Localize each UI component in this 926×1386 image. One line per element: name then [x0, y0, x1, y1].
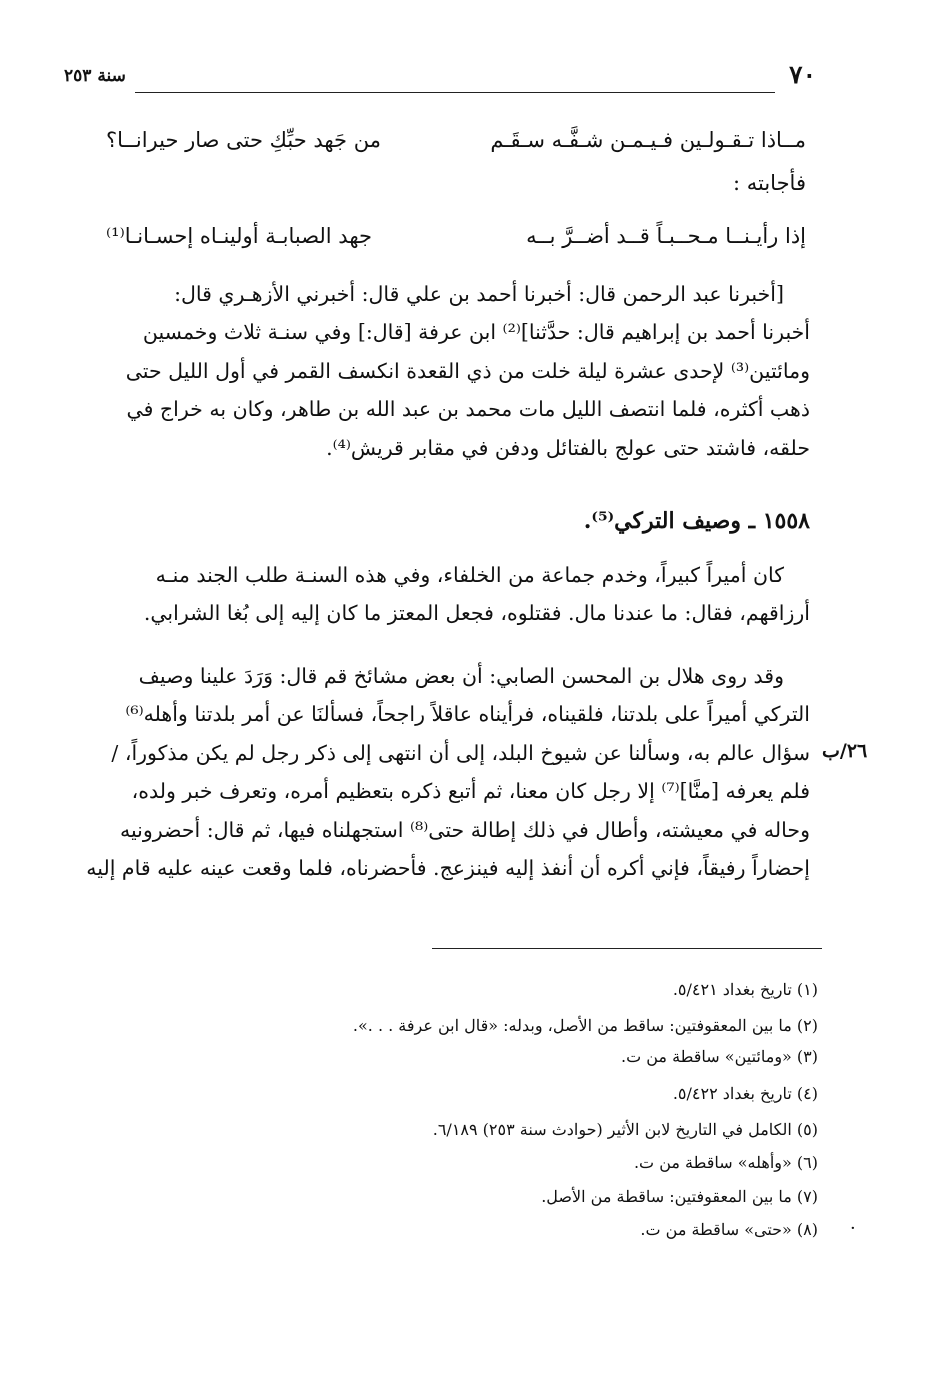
footnote: (١) تاريخ بغداد ٥/٤٢١.: [672, 980, 818, 999]
scan-speck: ·: [850, 1218, 856, 1239]
footnote: (٥) الكامل في التاريخ لابن الأثير (حوادث سنة ٢٥٣) ٦/١٨٩.: [432, 1120, 818, 1139]
manuscript-folio-marker: ٢٦/ب: [822, 740, 868, 762]
text-line: سؤال عالم به، وسألنا عن شيوخ البلد، إلى أن انتهى إلى ذكر رجل لم يكن مذكوراً، /: [111, 740, 810, 765]
footnote: (٧) ما بين المعقوفتين: ساقطة من الأصل.: [541, 1187, 818, 1206]
entry-heading: ١٥٥٨ ـ وصيف التركي⁽⁵⁾.: [583, 508, 810, 534]
running-header-year: سنة ٢٥٣: [64, 66, 126, 86]
poem-verse-2: [106, 224, 806, 258]
footnote-separator: [432, 948, 822, 949]
text-line: فلم يعرفه [منَّا]⁽⁷⁾ إلا رجل كان معنا، ثم أتبع ذكره بتعظيم أمره، وتعرف خبر ولده،: [131, 779, 810, 804]
text-line: حلقه، فاشتد حتى عولج بالفتائل ودفن في مقابر قريش⁽⁴⁾.: [326, 435, 810, 460]
paragraph-wasif-bio: [114, 556, 810, 633]
paragraph-eclipse-report: [114, 275, 810, 467]
text-line: كان أميراً كبيراً، وخدم جماعة من الخلفاء، وفي هذه السنـة طلب الجند منـه: [155, 563, 784, 587]
footnote: (٤) تاريخ بغداد ٥/٤٢٢.: [672, 1084, 818, 1103]
verse-1-second-hemistich: من جَهد حبِّكِ حتى صار حيرانــا؟: [106, 128, 381, 152]
verse-2-first-hemistich: إذا رأيـنــا مـحــبـاً قــد أضــرَّ بــه: [526, 224, 806, 248]
text-line: التركي أميراً على بلدتنا، فلقيناه، فرأيناه عاقلاً راجحاً، فسألنَا عن أمر بلدتنا وأهله⁽⁶⁾: [125, 702, 810, 727]
text-line: وحاله في معيشته، وأطال في ذلك إطالة حتى⁽⁸⁾ استجهلناه فيها، ثم قال: أحضرونيه: [119, 817, 810, 842]
reply-label: فأجابته :: [732, 171, 806, 195]
footnote: (٨) «حتى» ساقطة من ت.: [640, 1220, 818, 1239]
text-line: أخبرنا أحمد بن إبراهيم قال: حدَّثنا]⁽²⁾ ابن عرفة [قال:] وفي سنـة ثلاث وخمسين: [142, 320, 810, 345]
text-line: ومائتين⁽³⁾ لإحدى عشرة ليلة خلت من ذي القعدة انكسف القمر في أول الليل حتى: [125, 358, 810, 383]
header-rule: [135, 92, 775, 93]
page-number: ٧٠: [789, 60, 816, 89]
text-line: ذهب أكثره، فلما انتصف الليل مات محمد بن عبد الله بن طاهر، وكان به خراج في: [126, 397, 810, 422]
text-line: [أخبرنا عبد الرحمن قال: أخبرنا أحمد بن علي قال: أخبرني الأزهـري قال:: [174, 282, 784, 306]
verse-2-second-hemistich: جهد الصبابـة أولينـاه إحسـانـا⁽¹⁾: [106, 224, 372, 248]
paragraph-hilal-narration: [86, 657, 810, 887]
footnote: (٦) «وأهله» ساقطة من ت.: [633, 1153, 818, 1172]
footnote: (٣) «ومائتين» ساقطة من ت.: [621, 1047, 818, 1066]
footnote: (٢) ما بين المعقوفتين: ساقط من الأصل، وبدله: «قال ابن عرفة . . .».: [352, 1016, 818, 1035]
verse-1-first-hemistich: مــاذا تـقـولـين فـيـمـن شـفَّـه سـقَـم: [490, 128, 806, 152]
text-line: أرزاقهم، فقال: ما عندنا مال. فقتلوه، فجعل المعتز ما كان إليه إلى بُغا الشرابي.: [143, 601, 810, 626]
text-line: وقد روى هلال بن المحسن الصابي: أن بعض مشائخ قم قال: وَرَدَ علينا وصيف: [138, 664, 784, 688]
poem-verse-1: [106, 128, 806, 162]
text-line: إحضاراً رفيقاً، فإني أكره أن أنفذ إليه فينزعج. فأحضرناه، فلما وقعت عينه عليه قام إليه: [86, 855, 810, 880]
